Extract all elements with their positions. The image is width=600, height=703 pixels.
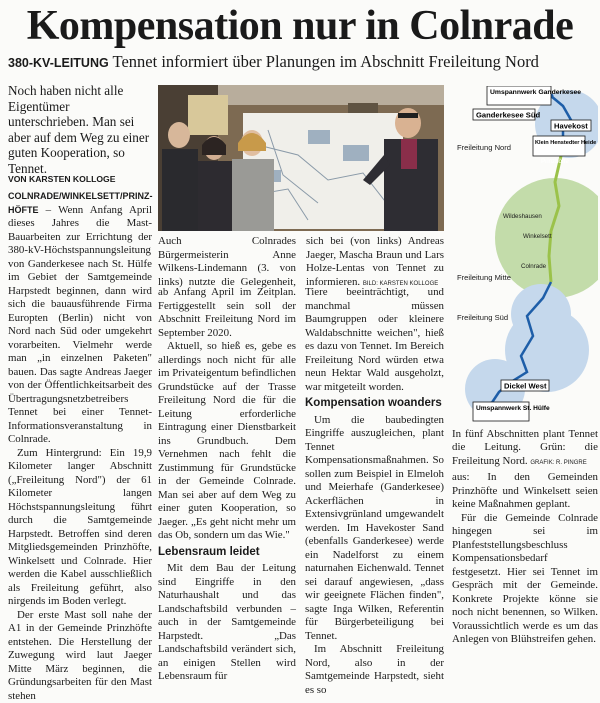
- paragraph: aus: In den Gemeinden Prinzhöfte und Winkelsett seien keine Maßnahmen geplant.: [452, 471, 598, 512]
- svg-text:Umspannwerk St. Hülfe: Umspannwerk St. Hülfe: [476, 405, 550, 412]
- article-photo: [158, 85, 444, 231]
- paragraph: Tiere beeinträchtigt, und manchmal müssen Baumgruppen oder kleinere Waldabschnitte weichen", hieß es dazu von Tennet. Im Bereich Freileitung Nord würden etwa neun Hektar Wald ausgeholzt, war mitgeteilt worden.: [305, 286, 444, 394]
- section-heading: Lebensraum leidet: [158, 546, 296, 560]
- map-label-havekost: [551, 120, 591, 131]
- map-credit: GRAFIK: R. PINGRE: [530, 460, 586, 466]
- article-column-3: [305, 286, 444, 697]
- paragraph: ab Anfang April im Zeitplan. Fertiggestellt sein soll der Abschnitt Freileitung Nord im September 2020.: [158, 286, 296, 340]
- byline: VON KARSTEN KOLLOGE: [8, 174, 152, 184]
- map-caption-text: In fünf Abschnitten plant Tennet die Leitung. Grün: die Freileitung Nord. GRAFIK: R. PINGRE: [452, 428, 598, 470]
- map-caption: [452, 428, 598, 470]
- subheadline: [8, 52, 598, 73]
- topic-kicker: 380-KV-LEITUNG: [8, 56, 109, 70]
- headline: Kompensation nur in Colnrade: [8, 2, 592, 50]
- article-column-1: [8, 190, 152, 703]
- svg-text:Umspannwerk Ganderkesee: Umspannwerk Ganderkesee: [490, 89, 581, 96]
- paragraph: Der erste Mast soll nahe der A1 in der Gemeinde Prinzhöfte entstehen. Die Herstellung der Zuwegung wird laut Jaeger Mitte März beginnen, die Gründungsarbeiten für den Mast stehen: [8, 609, 152, 703]
- map-label-freileitung-nord: Freileitung Nord: [457, 143, 511, 152]
- svg-text:Ganderkesee Süd: Ganderkesee Süd: [476, 111, 541, 120]
- paragraph: COLNRADE/WINKELSETT/PRINZ-HÖFTE – Wenn Anfang April dieses Jahres die Mast-Bauarbeiten zur Errichtung der 380-kV-Höchstspannungsleitung von Ganderkesee nach St. Hülfe im Gebiet der Samtgemeinde Harpstedt beginnen, dann wird sich die bauausführende Firma Europten (Berlin) nicht von Nord nach Süd oder umgekehrt vorarbeiten. Vielmehr werde man „in einzelnen Paketen" bauen. Das sagte Andreas Jaeger von der Öffentlichkeitsarbeit des Übertragungsnetzbetreibers Tennet bei einer Tennet-Informationsveranstaltung in Colnrade.: [8, 190, 152, 447]
- teaser-text: Noch haben nicht alle Eigentümer unterschrieben. Man sei aber auf dem Weg zu einer guten Kooperation, so Tennet.: [8, 83, 152, 176]
- map-label-freileitung-mitte: Freileitung Mitte: [457, 273, 511, 282]
- paragraph: Zum Hintergrund: Ein 19,9 Kilometer langer Abschnitt („Freileitung Nord") der 61 Kilometer langen Höchstspannungsleitung führt durch die Samtgemeinde Harpstedt. Betroffen sind deren Mitgliedsgemeinden Prinzhöfte, Winkelsett und Colnrade. Hier werden die Kabel ausschließlich als Freileitung geführt, also nirgends im Boden verlegt.: [8, 447, 152, 609]
- map-label-freileitung-sued: Freileitung Süd: [457, 313, 508, 322]
- map-label-umspannwerk-st-huelfe: [473, 402, 550, 421]
- paragraph: Mit dem Bau der Leitung sind Eingriffe in den Naturhaushalt und das Landschaftsbild verbunden – auch in der Samtgemeinde Harpstedt. „Das Landschaftsbild verändert sich, an einigen Stellen wird Lebensraum für: [158, 562, 296, 684]
- subheadline-text: Tennet informiert über Planungen im Abschnitt Freileitung Nord: [113, 52, 539, 71]
- photo-caption: [158, 235, 444, 291]
- map-label-ganderkesee-sued: [473, 109, 541, 120]
- svg-text:Dickel West: Dickel West: [504, 382, 547, 391]
- paragraph: Für die Gemeinde Colnrade hingegen sei im Planfeststellungsbeschluss Kompensationsbedarf festgesetzt. Hier sei Tennet im Gespräch mit der Gemeinde. Konkrete Projekte könne sie noch nicht benennen, so Wilken. Voraussichtlich werde es um das Anlegen von Blühstreifen gehen.: [452, 512, 598, 647]
- dateline: COLNRADE/WINKELSETT/PRINZ-HÖFTE: [8, 191, 153, 215]
- route-map: [451, 86, 598, 423]
- map-label-prinzhoefte: Prinzhöfte: [541, 158, 569, 165]
- paragraph: Um die baubedingten Eingriffe auszugleichen, plant Tennet Kompensationsmaßnahmen. So sollen zum Beispiel in Elmeloh und Meierhafe (Ganderkesee) Ackerflächen in Extensivgrünland umgewandelt werden. Im Havekoster Sand (ebenfalls Ganderkesee) werde ein Nadelforst zu einem naturnahen Eichenwald. Tennet sei darauf angewiesen, „dass wir geeignete Flächen finden", sagte Inga Wilken, Referentin für Bürgerbeteiligung bei Tennet.: [305, 414, 444, 644]
- map-label-dickel-west: [501, 380, 549, 391]
- photo-credit: BILD: KARSTEN KOLLOGE: [363, 281, 438, 287]
- svg-text:Havekost: Havekost: [554, 122, 588, 131]
- svg-text:Klein Henstedter Heide: Klein Henstedter Heide: [535, 140, 596, 146]
- paragraph: Im Abschnitt Freileitung Nord, also in der Samtgemeinde Harpstedt, sieht es so: [305, 643, 444, 697]
- paragraph: Aktuell, so hieß es, gebe es allerdings noch nicht für alle im Privateigentum befindlichen Grundstücke auf der Trasse Freileitung Nord die für die Leitung erforderliche Eintragung einer Dienstbarkeit ins Grundbuch. Dem Vernehmen nach fehlt die Zustimmung für Grundstücke in der Gemeinde Colnrade. Man sei aber auf dem Weg zu einer guten Kooperation, so Jaeger. „Es geht nicht mehr um das Ob, sondern um das Wie.": [158, 340, 296, 543]
- article-column-2: [158, 286, 296, 684]
- caption-text: Auch Colnrades Bürgermeisterin Anne Wilkens-Lindemann (3. von links) nutzte die Gelegenheit, sich bei (von links) Andreas Jaeger, Mascha Braun und Lars Holze-Lentas von Tennet zu informieren. BILD: KARSTEN KOLLOGE: [158, 235, 444, 291]
- map-label-wildeshausen: Wildeshausen: [503, 213, 542, 220]
- article-column-4: [452, 471, 598, 647]
- map-label-winkelsett: Winkelsett: [523, 233, 552, 240]
- section-heading: Kompensation woanders: [305, 397, 444, 411]
- teaser: [8, 83, 152, 176]
- map-label-colnrade: Colnrade: [521, 263, 547, 270]
